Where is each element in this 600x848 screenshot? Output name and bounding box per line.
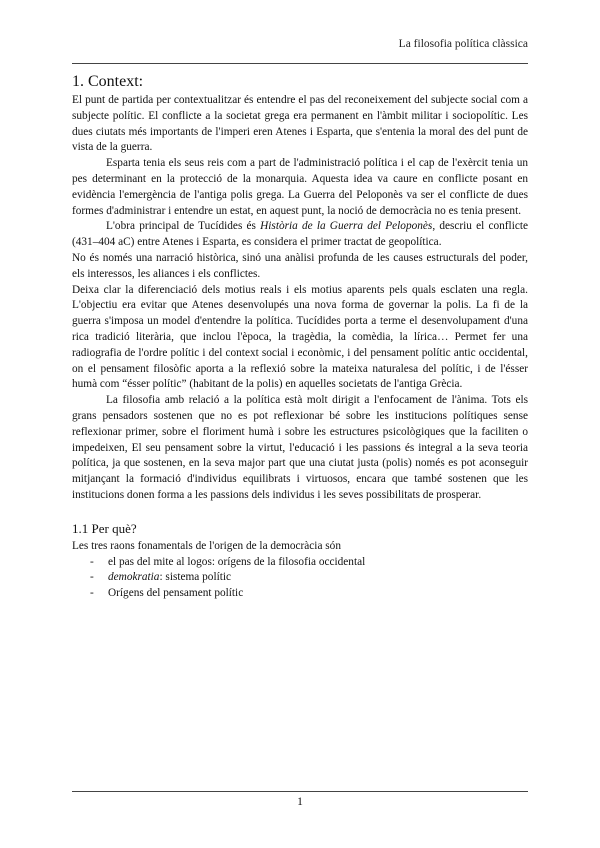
list-item <box>72 586 528 602</box>
list-item-text: el pas del mite al logos: orígens de la filosofia occidental <box>108 555 366 568</box>
page-number: 1 <box>297 796 303 808</box>
list-dash: - <box>90 571 94 584</box>
paragraph-4: No és només una narració històrica, sinó una anàlisi profunda de les causes estructurals del poder, els interessos, les aliances i els conflictes. <box>72 251 528 280</box>
list-item-term: demokratia <box>108 571 160 584</box>
paragraph-1: El punt de partida per contextualitzar és entendre el pas del reconeixement del subjecte social com a subjecte polític. El conflicte a la societat grega era permanent en l'àmbit militar i sociopolític. Les dues ciutats més importants de l'imperi eren Atenes i Esparta, que s'entenia la moral des del punt de vista de la guerra. <box>72 94 528 154</box>
subsection-title: 1.1 Per què? <box>72 520 137 536</box>
running-header: La filosofia política clàssica <box>398 38 528 50</box>
list-item-text: : sistema polític <box>159 571 232 584</box>
paragraph-5: Deixa clar la diferenciació dels motius reals i els motius aparents pels quals esclaten una regla. L'objectiu era evitar que Atenes desenvolupés una nova forma de governar la polis. La fi de la guerra s'imposa un model d'entendre la política. Tucídides porta a terme el desenvolupament d'una rica tradició literària, que inclou l'època, la tragèdia, la comèdia, la lírica… Permet fer una radiografia de l'ordre polític i del context social i econòmic, i del pensament polític antic occidental, on el pensament filosòfic aporta a la reflexió sobre la mateixa naturalesa del polític, i de l'ésser humà com “ésser polític” (habitant de la polis) en aquelles societats de l'antiga Grècia. <box>72 283 528 391</box>
list-item <box>72 570 528 586</box>
list-dash: - <box>90 587 94 600</box>
list-item-text: Orígens del pensament polític <box>108 587 244 600</box>
work-title: Història de la Guerra del Peloponès <box>260 220 433 233</box>
list-dash: - <box>90 555 94 568</box>
list-item <box>72 555 528 571</box>
section-title: 1. Context: <box>72 73 144 90</box>
reasons-list <box>72 555 528 602</box>
subsection-intro: Les tres raons fonamentals de l'origen de la democràcia són <box>72 539 341 552</box>
paragraph-3 <box>72 219 528 251</box>
paragraph-6: La filosofia amb relació a la política està molt dirigit a l'enfocament de l'ànima. Tots els grans pensadors sostenen que no es pot reflexionar bé sobre les institucions polítiques sense reflexionar primer, sobre el floriment humà i sobre les estructures psicològiques que la faciliten o impedeixen, El seu pensament sobre la virtut, l'educació i les passions és integral a la seva teoria política, ja que sostenen, en la seva major part que una ciutat justa (polis) només es pot aconseguir mitjançant la formació d'individus equilibrats i virtuosos, encara que també sostenen que les institucions donen forma a les passions dels individus i les seves possibilitats de prosperar. <box>72 394 528 501</box>
paragraph-3-tail: , descriu el conflicte (431–404 aC) entre Atenes i Esparta, es considera el primer tractat de geopolítica. <box>72 220 528 249</box>
footer-rule <box>72 791 528 792</box>
paragraph-2: Esparta tenia els seus reis com a part de l'administració política i el cap de l'exèrcit tenia un pes determinant en la protecció de la monarquia. Aquesta idea va caure en conflicte posant en evidència l'emergència de l'antiga polis grega. La Guerra del Peloponès va ser el conflicte de dues formes d'administrar i entendre un estat, en aquest punt, la noció de democràcia no es tenia present. <box>72 157 528 217</box>
page-body <box>72 72 528 602</box>
header-rule <box>72 63 528 64</box>
paragraph-3-lead: L'obra principal de Tucídides és <box>106 220 261 233</box>
